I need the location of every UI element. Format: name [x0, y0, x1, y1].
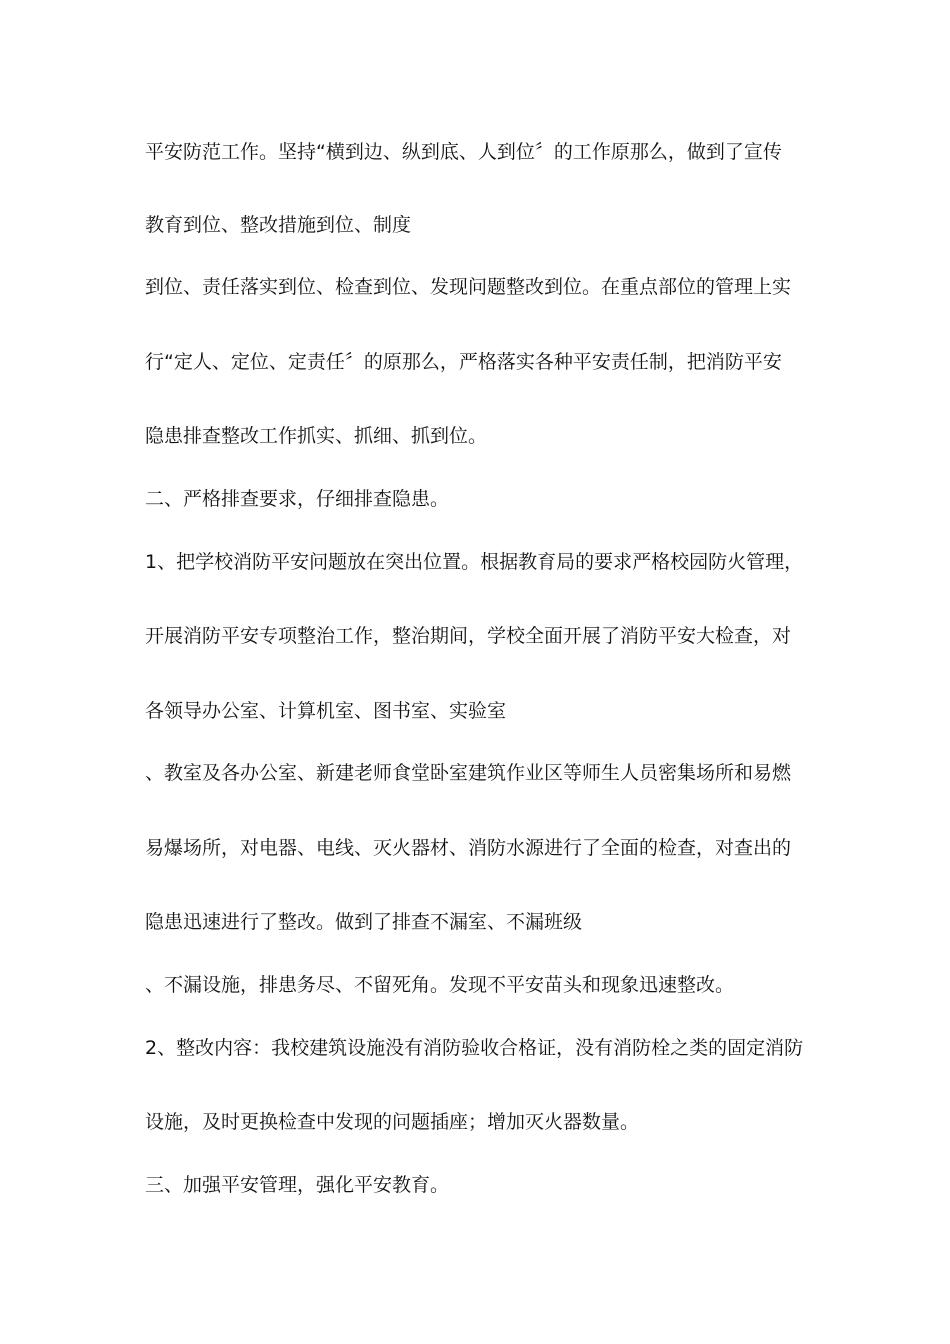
text-line: 到位、责任落实到位、检查到位、发现问题整改到位。在重点部位的管理上实 — [145, 276, 792, 298]
text-line: 平安防范工作。坚持“横到边、纵到底、人到位〞的工作原那么，做到了宣传 — [145, 141, 782, 163]
text-line: 、教室及各办公室、新建老师食堂卧室建筑作业区等师生人员密集场所和易燃 — [145, 762, 792, 784]
text-line: 、不漏设施，排患务尽、不留死角。发现不平安苗头和现象迅速整改。 — [145, 974, 735, 996]
text-line: 各领导办公室、计算机室、图书室、实验室 — [145, 700, 507, 722]
text-line: 设施，及时更换检查中发现的问题插座；增加灭火器数量。 — [145, 1111, 640, 1133]
text-line: 开展消防平安专项整治工作，整治期间，学校全面开展了消防平安大检查，对 — [145, 625, 792, 647]
text-line: 隐患迅速进行了整改。做到了排查不漏室、不漏班级 — [145, 911, 583, 933]
text-line: 隐患排查整改工作抓实、抓细、抓到位。 — [145, 425, 488, 447]
text-line: 易爆场所，对电器、电线、灭火器材、消防水源进行了全面的检查，对查出的 — [145, 837, 792, 859]
text-line: 教育到位、整改措施到位、制度 — [145, 214, 412, 236]
text-line: 行“定人、定位、定责任〞的原那么，严格落实各种平安责任制，把消防平安 — [145, 351, 782, 373]
section-heading: 二、严格排查要求，仔细排查隐患。 — [145, 488, 450, 510]
text-line: 1、把学校消防平安问题放在突出位置。根据教育局的要求严格校园防火管理， — [145, 551, 804, 573]
text-line: 2、整改内容：我校建筑设施没有消防验收合格证，没有消防栓之类的固定消防 — [145, 1037, 804, 1059]
section-heading: 三、加强平安管理，强化平安教育。 — [145, 1174, 450, 1196]
